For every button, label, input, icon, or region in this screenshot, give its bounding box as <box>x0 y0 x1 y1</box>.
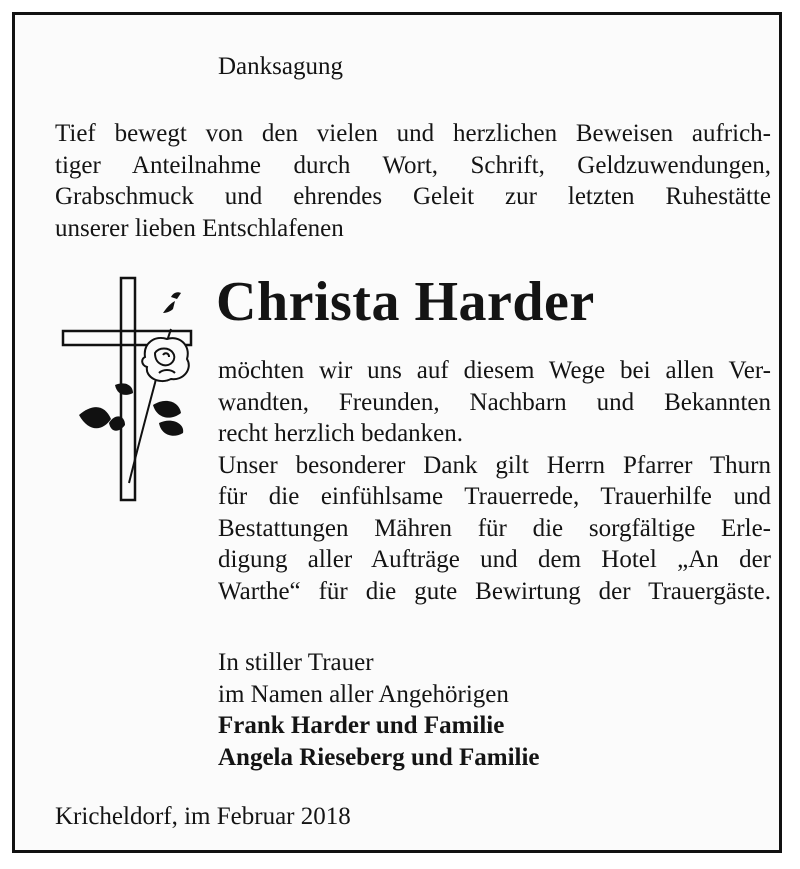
closing-line: In stiller Trauer <box>218 649 374 676</box>
deceased-name: Christa Harder <box>216 271 595 333</box>
closing-block <box>218 647 540 773</box>
notice-frame <box>12 12 782 853</box>
closing-line: im Namen aller Angehörigen <box>218 680 509 708</box>
signer-name: Frank Harder und Familie <box>218 712 505 739</box>
intro-line: unserer lieben Entschlafenen <box>55 214 344 242</box>
body-line: Unser besonderer Dank gilt Herrn Pfarrer Thurn <box>218 451 771 479</box>
body-line: für die einfühlsame Trauerrede, Trauerhilfe und <box>218 483 771 510</box>
body-line: Warthe“ für die gute Bewirtung der Trauergäste. <box>218 577 771 605</box>
body-line: digung aller Aufträge und dem Hotel „An der <box>218 546 771 573</box>
body-paragraph <box>218 355 771 607</box>
intro-line: Grabschmuck und ehrendes Geleit zur letzten Ruhestätte <box>55 183 771 210</box>
notice-heading: Danksagung <box>218 53 343 80</box>
body-line: wandten, Freunden, Nachbarn und Bekannten <box>218 388 771 416</box>
body-line: möchten wir uns auf diesem Wege bei allen Ver- <box>218 357 771 384</box>
intro-line: Tief bewegt von den vielen und herzlichen Beweisen aufrich- <box>55 120 771 147</box>
body-line: recht herzlich bedanken. <box>218 420 464 447</box>
intro-line: tiger Anteilnahme durch Wort, Schrift, Geldzuwendungen, <box>55 151 771 179</box>
place-date: Kricheldorf, im Februar 2018 <box>55 803 351 830</box>
intro-paragraph <box>55 118 771 244</box>
body-line: Bestattungen Mähren für die sorgfältige Erle- <box>218 514 771 542</box>
signer-name: Angela Rieseberg und Familie <box>218 743 540 771</box>
cross-with-rose-icon <box>59 273 209 505</box>
